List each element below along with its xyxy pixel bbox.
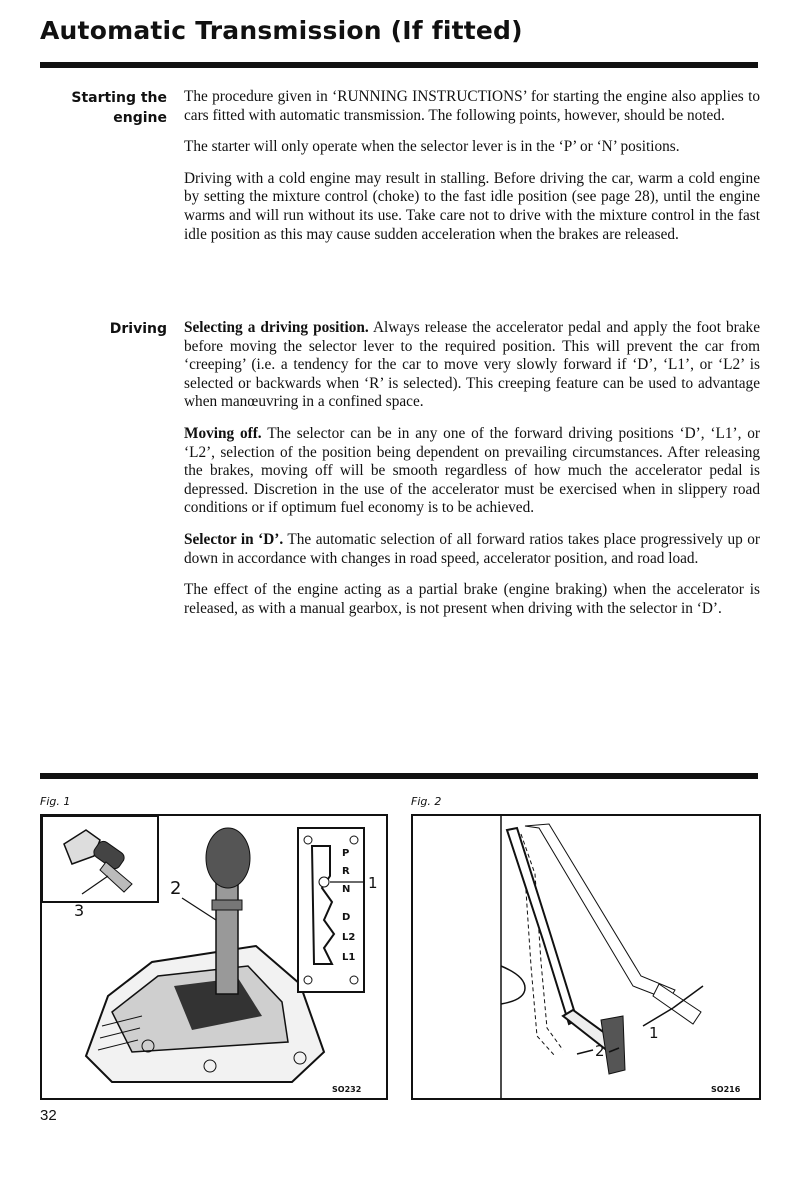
fig1-gate-detent [319,877,329,887]
paragraph: The procedure given in ‘RUNNING INSTRUCTIONS’ for starting the engine also applies to cars fitted with automatic transmission. The following points, however, should be noted. [184,88,760,124]
section-heading-starting [71,88,167,128]
fig1-gate-label-p: P [342,848,350,859]
paragraph-lead: Selecting a driving position. [184,319,369,336]
fig1-leader-2 [182,898,216,920]
fig1-gate-label-l1: L1 [342,952,356,963]
fig2-leader-2 [577,1050,593,1054]
paragraph-body: Always release the accelerator pedal and apply the foot brake before moving the selector lever to the required position. This will prevent the car from ‘creeping’ (i.e. a tendency for the car to move very slowly forward if ‘D’, ‘L1’, or ‘L2’ is selected or backwards when ‘R’ is selected). This creeping feature can be used to advantage when manœuvring in a confined space. [184,319,760,411]
fig2-drawing [413,816,759,1098]
paragraph [184,425,760,518]
fig1-code: SO232 [332,1085,362,1094]
driving-section-text [184,319,760,631]
starting-section-text [184,88,760,257]
heading-line-2: engine [113,110,167,126]
page-number: 32 [40,1107,57,1124]
fig1-illustration [40,814,388,1100]
fig1-gate-label-r: R [342,866,350,877]
paragraph-lead: Selector in ‘D’. [184,530,284,548]
paragraph [184,531,760,568]
fig1-inset-leader [82,876,108,894]
heading-line-1: Starting the [71,90,167,106]
paragraph: The starter will only operate when the selector lever is in the ‘P’ or ‘N’ positions. [184,138,680,156]
fig2-stop [501,966,525,1004]
page-title: Automatic Transmission (If fitted) [40,16,523,45]
fig2-illustration [411,814,761,1100]
fig2-code: SO216 [711,1085,741,1094]
fig1-selector-lever [216,876,238,994]
paragraph: The effect of the engine acting as a partial brake (engine braking) when the accelerator is released, as with a manual gearbox, is not present when driving with the selector in ‘D’. [184,581,760,617]
fig2-pedal-pad [601,1016,625,1074]
fig1-gate-label-n: N [342,884,351,895]
fig2-brake-pad [653,984,701,1024]
fig1-caption: Fig. 1 [40,795,71,808]
fig1-selector-knob [206,828,250,888]
paragraph [184,319,760,412]
fig1-callout-3: 3 [74,901,85,920]
fig2-callout-2: 2 [595,1042,605,1060]
fig2-caption: Fig. 2 [411,795,442,808]
title-rule [40,62,758,68]
paragraph-body: The selector can be in any one of the forward driving positions ‘D’, ‘L1’, or ‘L2’, selection of the position being dependent on prevailing circumstances. After releasing the brakes, moving off will be smooth regardless of how much the accelerator pedal is depressed. Discretion in the use of the accelerator must be exercised when in slippery road conditions or if optimum fuel economy is to be achieved. [184,424,760,517]
fig1-lever-collar [212,900,242,910]
fig2-callout-1: 1 [649,1024,659,1042]
section-heading-driving [110,319,167,339]
fig1-inset-bracket [64,830,100,864]
heading-line: Driving [109,321,167,337]
paragraph-lead: Moving off. [184,424,262,442]
fig1-drawing [42,816,386,1098]
fig1-callout-2: 2 [170,878,182,899]
fig1-gate-label-d: D [342,912,351,923]
figure-rule [40,773,758,779]
paragraph-body: The automatic selection of all forward ratios takes place progressively up or down in accordance with changes in road speed, accelerator position, and road load. [184,530,760,567]
fig1-gate-label-l2: L2 [342,932,356,943]
fig1-callout-1: 1 [368,874,378,892]
fig2-brake-pedal [525,824,675,1000]
paragraph: Driving with a cold engine may result in stalling. Before driving the car, warm a cold engine by setting the mixture control (choke) to the fast idle position (see page 28), until the engine warms and will run without its use. Take care not to drive with the mixture control in the fast idle position as this may cause sudden acceleration when the brakes are released. [184,169,760,243]
